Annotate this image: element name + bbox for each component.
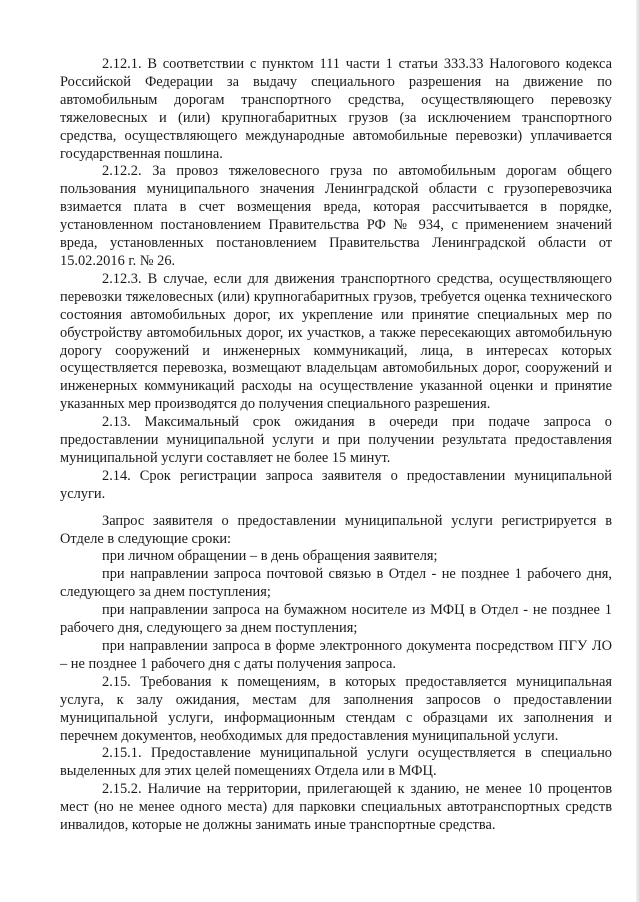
list-item-electronic: при направлении запроса в форме электронного документа посредством ПГУ ЛО – не позднее 1 рабочего дня с даты получения запроса. xyxy=(60,638,612,672)
list-item-postal: при направлении запроса почтовой связью в Отдел - не позднее 1 рабочего дня, следующего за днем поступления; xyxy=(60,566,612,601)
paragraph-2-15: 2.15. Требования к помещениям, в которых предоставляется муниципальная услуга, к залу ожидания, местам для заполнения запросов о предоставлении муниципальной услуги, информационным стендам с образцами их заполнения и перечнем документов, необходимых для предоставления муниципальной услуги. xyxy=(60,673,612,744)
paragraph-registration-intro: Запрос заявителя о предоставлении муниципальной услуги регистрируется в Отделе в следующие сроки: xyxy=(60,512,612,547)
paragraph-2-15-1: 2.15.1. Предоставление муниципальной услуги осуществляется в специально выделенных для этих целей помещениях Отдела или в МФЦ. xyxy=(60,745,612,780)
paragraph-2-12-3: 2.12.3. В случае, если для движения транспортного средства, осуществляющего перевозки тяжеловесных (или) крупногабаритных грузов, требуется оценка технического состояния автомобильных дорог, их укрепление или принятие специальных мер по обустройству автомобильных дорог, их участков, а также пересекающих автомобильную дорогу сооружений и инженерных коммуникаций, лица, в интересах которых осуществляется перевозка, возмещают владельцам автомобильных дорог, сооружений и инженерных коммуникаций расходы на осуществление указанной оценки и принятие указанных мер производятся до получения специального разрешения. xyxy=(60,270,612,413)
page-edge-shadow xyxy=(636,0,640,902)
document-body xyxy=(60,56,612,835)
list-item-mfc: при направлении запроса на бумажном носителе из МФЦ в Отдел - не позднее 1 рабочего дня, следующего за днем поступления; xyxy=(60,602,612,637)
paragraph-2-15-2: 2.15.2. Наличие на территории, прилегающей к зданию, не менее 10 процентов мест (но не менее одного места) для парковки специальных автотранспортных средств инвалидов, которые не должны занимать иные транспортные средства. xyxy=(60,781,612,834)
list-item-personal-visit: при личном обращении – в день обращения заявителя; xyxy=(102,548,438,565)
paragraph-2-14: 2.14. Срок регистрации запроса заявителя о предоставлении муниципальной услуги. xyxy=(60,467,612,502)
paragraph-2-12-2: 2.12.2. За провоз тяжеловесного груза по автомобильным дорогам общего пользования муниципального значения Ленинградской области с грузоперевозчика взимается плата в счет возмещения вреда, которая рассчитывается в порядке, установленном постановлением Правительства РФ № 934, с применением значений вреда, установленных постановлением Правительства Ленинградской области от 15.02.2016 г. № 26. xyxy=(60,163,612,269)
paragraph-2-12-1: 2.12.1. В соответствии с пунктом 111 части 1 статьи 333.33 Налогового кодекса Российской Федерации за выдачу специального разрешения на движение по автомобильным дорогам транспортного средства, осуществляющего перевозку тяжеловесных и (или) крупногабаритных грузов (за исключением транспортного средства, осуществляющего международные автомобильные перевозки) уплачивается государственная пошлина. xyxy=(60,56,612,162)
paragraph-2-13: 2.13. Максимальный срок ожидания в очереди при подаче запроса о предоставлении муниципальной услуги и при получении результата предоставления муниципальной услуги составляет не более 15 минут. xyxy=(60,414,612,466)
